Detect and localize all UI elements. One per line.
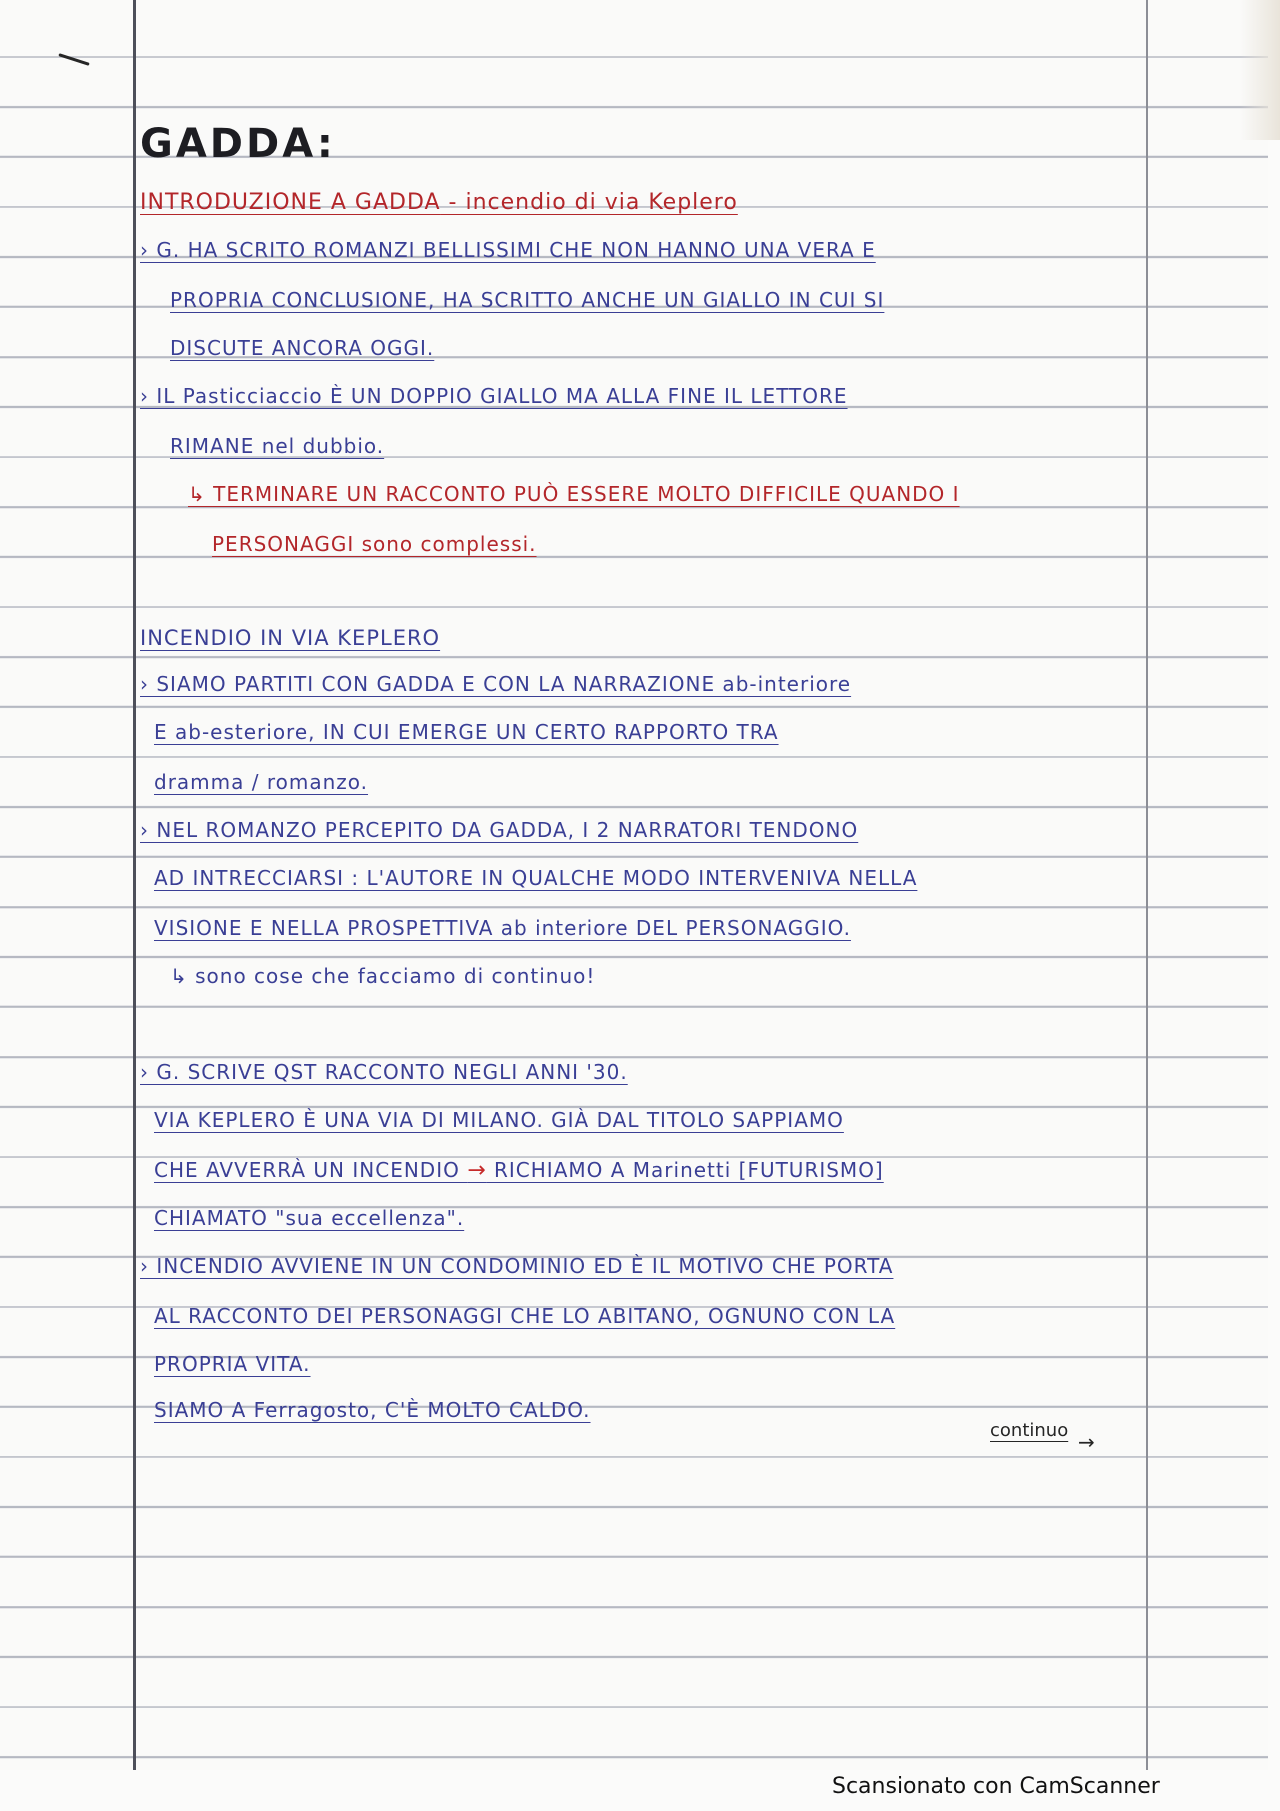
note-line: AD INTRECCIARSI : L'AUTORE IN QUALCHE MODO INTERVENIVA NELLA [154, 866, 918, 890]
note-line: › NEL ROMANZO PERCEPITO DA GADDA, I 2 NARRATORI TENDONO [140, 818, 859, 842]
note-line: AL RACCONTO DEI PERSONAGGI CHE LO ABITANO, OGNUNO CON LA [154, 1304, 896, 1328]
page-title: GADDA: [140, 121, 336, 167]
note-line: SIAMO A Ferragosto, C'È MOLTO CALDO. [154, 1398, 591, 1422]
note-line: RIMANE nel dubbio. [170, 434, 385, 458]
note-line: VIA KEPLERO È UNA VIA DI MILANO. GIÀ DAL TITOLO SAPPIAMO [154, 1108, 844, 1132]
heading-intro-subtitle: - incendio di via Keplero [440, 190, 738, 215]
note-line: DISCUTE ANCORA OGGI. [170, 336, 435, 360]
section-heading-incendio: INCENDIO IN VIA KEPLERO [140, 626, 441, 650]
marinetti-before: CHE AVVERRÀ UN INCENDIO [154, 1158, 468, 1182]
note-line-subpoint: ↳ sono cose che facciamo di continuo! [170, 964, 596, 988]
left-margin-line [133, 0, 136, 1770]
heading-intro-main: INTRODUZIONE A GADDA [140, 190, 441, 215]
note-line: › G. SCRIVE QST RACCONTO NEGLI ANNI '30. [140, 1060, 628, 1084]
note-line: PROPRIA CONCLUSIONE, HA SCRITTO ANCHE UN GIALLO IN CUI SI [170, 288, 885, 312]
handwritten-notes [140, 0, 1140, 1770]
continue-label: continuo [990, 1420, 1069, 1441]
camscanner-watermark: Scansionato con CamScanner [832, 1774, 1160, 1799]
note-line: PROPRIA VITA. [154, 1352, 311, 1376]
right-margin-line [1146, 0, 1148, 1770]
note-line: › INCENDIO AVVIENE IN UN CONDOMINIO ED È IL MOTIVO CHE PORTA [140, 1254, 894, 1278]
note-line: › IL Pasticciaccio È UN DOPPIO GIALLO MA ALLA FINE IL LETTORE [140, 384, 848, 408]
note-line-marinetti [154, 1160, 884, 1182]
arrow-red-icon: → [467, 1158, 487, 1183]
marinetti-after: RICHIAMO A Marinetti [FUTURISMO] [486, 1158, 884, 1182]
note-line: VISIONE E NELLA PROSPETTIVA ab interiore DEL PERSONAGGIO. [154, 916, 851, 940]
paper-edge-shadow [1240, 0, 1280, 140]
note-line-subpoint: PERSONAGGI sono complessi. [212, 532, 537, 556]
note-line-subpoint: ↳ TERMINARE UN RACCONTO PUÒ ESSERE MOLTO DIFFICILE QUANDO I [188, 482, 960, 506]
note-line: dramma / romanzo. [154, 770, 369, 794]
note-line: › G. HA SCRITO ROMANZI BELLISSIMI CHE NON HANNO UNA VERA E [140, 238, 876, 262]
section-heading-intro [140, 192, 738, 214]
note-line: E ab-esteriore, IN CUI EMERGE UN CERTO RAPPORTO TRA [154, 720, 779, 744]
note-line: CHIAMATO "sua eccellenza". [154, 1206, 465, 1230]
note-line: › SIAMO PARTITI CON GADDA E CON LA NARRAZIONE ab-interiore [140, 672, 852, 696]
arrow-right-icon: → [1078, 1430, 1095, 1454]
